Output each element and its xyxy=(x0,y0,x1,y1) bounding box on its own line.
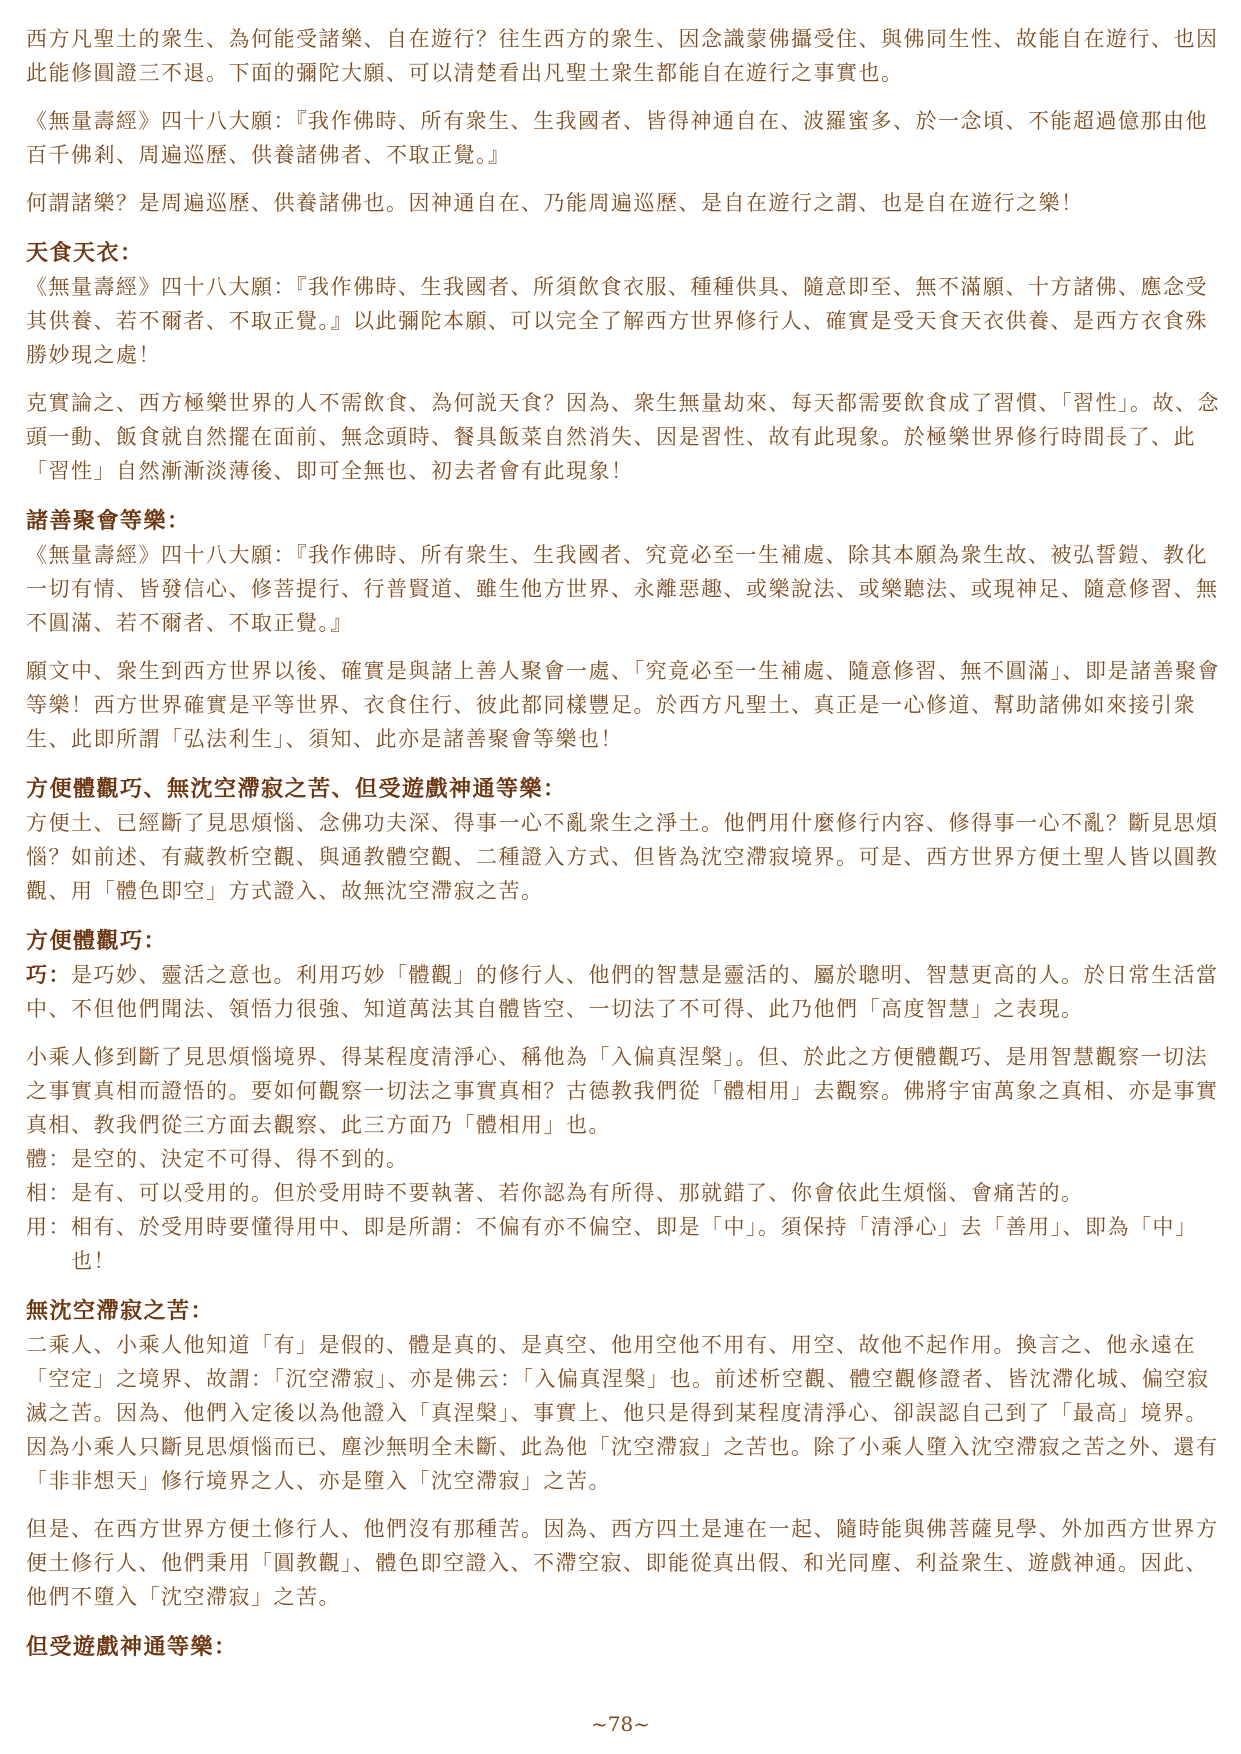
section-heading: 方便體觀巧： xyxy=(26,928,168,954)
paragraph xyxy=(26,958,1222,1026)
page-number: ~78~ xyxy=(591,1712,650,1736)
definition-text: 是空的、決定不可得、得不到的。 xyxy=(71,1147,409,1171)
definition-item xyxy=(26,1176,1222,1210)
term-label: 巧： xyxy=(26,962,71,987)
paragraph: 克實論之、西方極樂世界的人不需飲食、為何説天食？因為、衆生無量劫來、每天都需要飲食成了習慣、「習性」。故、念頭一動、飯食就自然擺在面前、無念頭時、餐具飯菜自然消失、因是習性、故有此現象。於極樂世界修行時間長了、此「習性」自然漸漸淡薄後、即可全無也、初去者會有此現象！ xyxy=(26,391,1220,483)
paragraph: 但是、在西方世界方便土修行人、他們沒有那種苦。因為、西方四土是連在一起、隨時能與佛菩薩見學、外加西方世界方便土修行人、他們秉用「圓教觀」、體色即空證入、不滯空寂、即能從真出假、和光同塵、利益衆生、遊戲神通。因此、他們不墮入「沈空滯寂」之苦。 xyxy=(26,1517,1219,1609)
definition-item xyxy=(26,1210,1222,1278)
paragraph: 《無量壽經》四十八大願：『我作佛時、所有衆生、生我國者、究竟必至一生補處、除其本願為衆生故、被弘誓鎧、教化一切有情、皆發信心、修菩提行、行普賢道、雖生他方世界、永離惡趣、或樂說法、或樂聽法、或現神足、隨意修習、無不圓滿、若不爾者、不取正覺。』 xyxy=(26,543,1219,635)
definition-term: 相： xyxy=(26,1181,71,1205)
page-body xyxy=(26,22,1222,1664)
definition-term: 用： xyxy=(26,1215,71,1239)
paragraph: 二乘人、小乘人他知道「有」是假的、體是真的、是真空、他用空他不用有、用空、故他不起作用。換言之、他永遠在「空定」之境界、故謂：「沉空滯寂」、亦是佛云：「入偏真涅槃」也。前述析空觀、體空觀修證者、皆沈滯化城、偏空寂滅之苦。因為、他們入定後以為他證入「真涅槃」、事實上、他只是得到某程度清淨心、卻誤認自己到了「最高」境界。因為小乘人只斷見思煩惱而已、塵沙無明全未斷、此為他「沈空滯寂」之苦也。除了小乘人墮入沈空滯寂之苦之外、還有「非非想天」修行境界之人、亦是墮入「沈空滯寂」之苦。 xyxy=(26,1333,1219,1493)
definition-text: 相有、於受用時要懂得用中、即是所謂：不偏有亦不偏空、即是「中」。須保持「清淨心」去「善用」、即為「中」也！ xyxy=(71,1215,1198,1273)
term-text: 是巧妙、靈活之意也。利用巧妙「體觀」的修行人、他們的智慧是靈活的、屬於聰明、智慧更高的人。於日常生活當中、不但他們聞法、領悟力很強、知道萬法其自體皆空、一切法了不可得、此乃他們「高度智慧」之表現。 xyxy=(26,963,1219,1021)
section-heading: 天食天衣： xyxy=(26,240,144,266)
paragraph: 西方凡聖土的衆生、為何能受諸樂、自在遊行？往生西方的衆生、因念識蒙佛攝受住、與佛同生性、故能自在遊行、也因此能修圓證三不退。下面的彌陀大願、可以清楚看出凡聖土衆生都能自在遊行之事實也。 xyxy=(26,27,1219,85)
section-heading: 方便體觀巧、無沈空滯寂之苦、但受遊戲神通等樂： xyxy=(26,776,567,802)
section-heading: 無沈空滯寂之苦： xyxy=(26,1298,215,1324)
section-heading: 諸善聚會等樂： xyxy=(26,508,191,534)
paragraph: 《無量壽經》四十八大願：『我作佛時、所有衆生、生我國者、皆得神通自在、波羅蜜多、於一念頃、不能超過億那由他百千佛剎、周遍巡歷、供養諸佛者、不取正覺。』 xyxy=(26,109,1208,167)
paragraph: 小乘人修到斷了見思煩惱境界、得某程度清淨心、稱他為「入偏真涅槃」。但、於此之方便體觀巧、是用智慧觀察一切法之事實真相而證悟的。要如何觀察一切法之事實真相？古德教我們從「體相用」去觀察。佛將宇宙萬象之真相、亦是事實真相、教我們從三方面去觀察、此三方面乃「體相用」也。 xyxy=(26,1045,1219,1137)
paragraph: 《無量壽經》四十八大願：『我作佛時、生我國者、所須飲食衣服、種種供具、隨意即至、無不滿願、十方諸佛、應念受其供養、若不爾者、不取正覺。』以此彌陀本願、可以完全了解西方世界修行人、確實是受天食天衣供養、是西方衣食殊勝妙現之處！ xyxy=(26,275,1208,367)
paragraph: 何謂諸樂？是周遍巡歷、供養諸佛也。因神通自在、乃能周遍巡歷、是自在遊行之謂、也是自在遊行之樂！ xyxy=(26,191,1084,215)
paragraph: 方便土、已經斷了見思煩惱、念佛功夫深、得事一心不亂衆生之淨土。他們用什麼修行内容、修得事一心不亂？斷見思煩惱？如前述、有藏教析空觀、與通教體空觀、二種證入方式、但皆為沈空滯寂境界。可是、西方世界方便土聖人皆以圓教觀、用「體色即空」方式證入、故無沈空滯寂之苦。 xyxy=(26,811,1219,903)
definition-item xyxy=(26,1142,1222,1176)
paragraph: 願文中、衆生到西方世界以後、確實是與諸上善人聚會一處、「究竟必至一生補處、隨意修習、無不圓滿」、即是諸善聚會等樂！西方世界確實是平等世界、衣食住行、彼此都同樣豐足。於西方凡聖土、真正是一心修道、幫助諸佛如來接引衆生、此即所謂「弘法利生」、須知、此亦是諸善聚會等樂也！ xyxy=(26,659,1220,751)
definition-text: 是有、可以受用的。但於受用時不要執著、若你認為有所得、那就錯了、你會依此生煩惱、會痛苦的。 xyxy=(71,1181,1084,1205)
definition-term: 體： xyxy=(26,1147,71,1171)
section-heading: 但受遊戲神通等樂： xyxy=(26,1634,238,1660)
